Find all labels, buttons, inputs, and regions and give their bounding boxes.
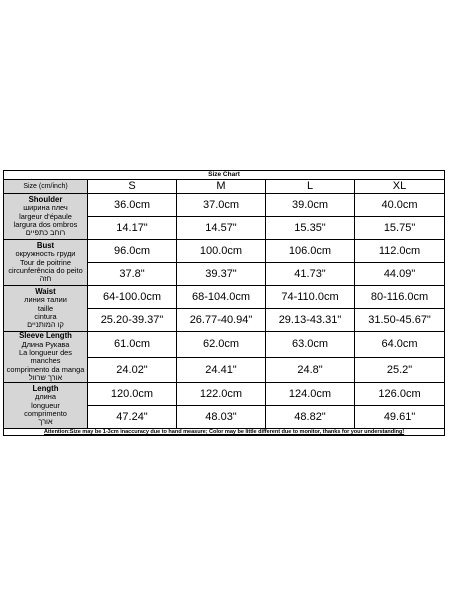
measure-translation: comprimento da manga [6, 364, 85, 374]
measure-translation: אורך שרוול [28, 372, 63, 382]
value-inch: 48.82" [266, 406, 355, 429]
value-inch: 29.13-43.31" [266, 309, 355, 332]
value-cm: 112.0cm [355, 240, 445, 263]
value-inch: 31.50-45.67" [355, 309, 445, 332]
value-cm: 64-100.0cm [88, 286, 177, 309]
size-header-m: M [177, 180, 266, 194]
measure-translation: largura dos ombros [13, 219, 78, 229]
measure-translation: אורך [38, 417, 53, 427]
value-inch: 37.8" [88, 263, 177, 286]
value-inch: 48.03" [177, 406, 266, 429]
value-cm: 124.0cm [266, 383, 355, 406]
measure-row-cm [4, 240, 445, 263]
measure-translation: линия талии [24, 295, 67, 305]
measure-translation: חזה [39, 274, 52, 284]
value-cm: 126.0cm [355, 383, 445, 406]
value-inch: 41.73" [266, 263, 355, 286]
value-inch: 24.8" [266, 357, 355, 383]
measure-row-cm [4, 332, 445, 358]
measure-translation: длина [35, 392, 56, 402]
shoulder-label-cell [4, 194, 88, 240]
measure-translation: longueur [31, 400, 60, 410]
measure-translation: circunferência do peito [8, 265, 83, 275]
chart-title: Size Chart [4, 171, 445, 180]
value-cm: 106.0cm [266, 240, 355, 263]
attention-row [4, 429, 445, 436]
value-inch: 15.35" [266, 217, 355, 240]
value-cm: 39.0cm [266, 194, 355, 217]
size-header-label: Size (cm/inch) [4, 180, 88, 194]
value-inch: 24.41" [177, 357, 266, 383]
size-header-l: L [266, 180, 355, 194]
value-inch: 44.09" [355, 263, 445, 286]
value-inch: 39.37" [177, 263, 266, 286]
measure-translation: cintura [34, 311, 57, 321]
value-cm: 80-116.0cm [355, 286, 445, 309]
value-inch: 14.17" [88, 217, 177, 240]
size-header-s: S [88, 180, 177, 194]
attention-note: Attention:Size may be 1-3cm inaccuracy due to hand measure; Color may be little different due to monitor, thanks for your understanding! [4, 429, 445, 436]
value-cm: 74-110.0cm [266, 286, 355, 309]
measure-translation: comprimento [24, 408, 67, 418]
measure-translation: taille [37, 303, 54, 313]
value-inch: 24.02" [88, 357, 177, 383]
measure-translation: Длина Рукава [21, 339, 70, 349]
value-inch: 47.24" [88, 406, 177, 429]
title-row [4, 171, 445, 180]
value-cm: 40.0cm [355, 194, 445, 217]
value-cm: 68-104.0cm [177, 286, 266, 309]
measure-translation: Tour de poitrine [20, 257, 71, 267]
measure-name: Length [32, 383, 59, 393]
bust-label-cell [4, 240, 88, 286]
value-cm: 61.0cm [88, 332, 177, 358]
value-cm: 64.0cm [355, 332, 445, 358]
measure-translation: largeur d'épaule [19, 211, 72, 221]
value-cm: 120.0cm [88, 383, 177, 406]
sleeve-length-label-cell [4, 332, 88, 383]
measure-translation: La longueur des manches [18, 348, 72, 366]
value-inch: 26.77-40.94" [177, 309, 266, 332]
measure-name: Shoulder [28, 194, 63, 204]
header-row [4, 180, 445, 194]
value-cm: 63.0cm [266, 332, 355, 358]
measure-translation: окружность груди [15, 249, 76, 259]
measure-translation: ширина плеч [23, 203, 68, 213]
value-cm: 62.0cm [177, 332, 266, 358]
value-inch: 15.75" [355, 217, 445, 240]
measure-row-cm [4, 286, 445, 309]
measure-name: Bust [36, 240, 55, 250]
measure-name: Sleeve Length [19, 331, 72, 340]
value-inch: 25.20-39.37" [88, 309, 177, 332]
measure-translation: קו המותניים [27, 320, 64, 330]
value-cm: 100.0cm [177, 240, 266, 263]
waist-label-cell [4, 286, 88, 332]
measure-row-cm [4, 194, 445, 217]
size-chart-table [3, 170, 445, 436]
value-inch: 49.61" [355, 406, 445, 429]
measure-name: Waist [35, 286, 56, 296]
measure-translation: רוחב כתפיים [25, 228, 66, 238]
value-cm: 36.0cm [88, 194, 177, 217]
measure-row-cm [4, 383, 445, 406]
value-inch: 14.57" [177, 217, 266, 240]
length-label-cell [4, 383, 88, 429]
size-header-xl: XL [355, 180, 445, 194]
value-cm: 37.0cm [177, 194, 266, 217]
value-cm: 96.0cm [88, 240, 177, 263]
value-cm: 122.0cm [177, 383, 266, 406]
value-inch: 25.2" [355, 357, 445, 383]
